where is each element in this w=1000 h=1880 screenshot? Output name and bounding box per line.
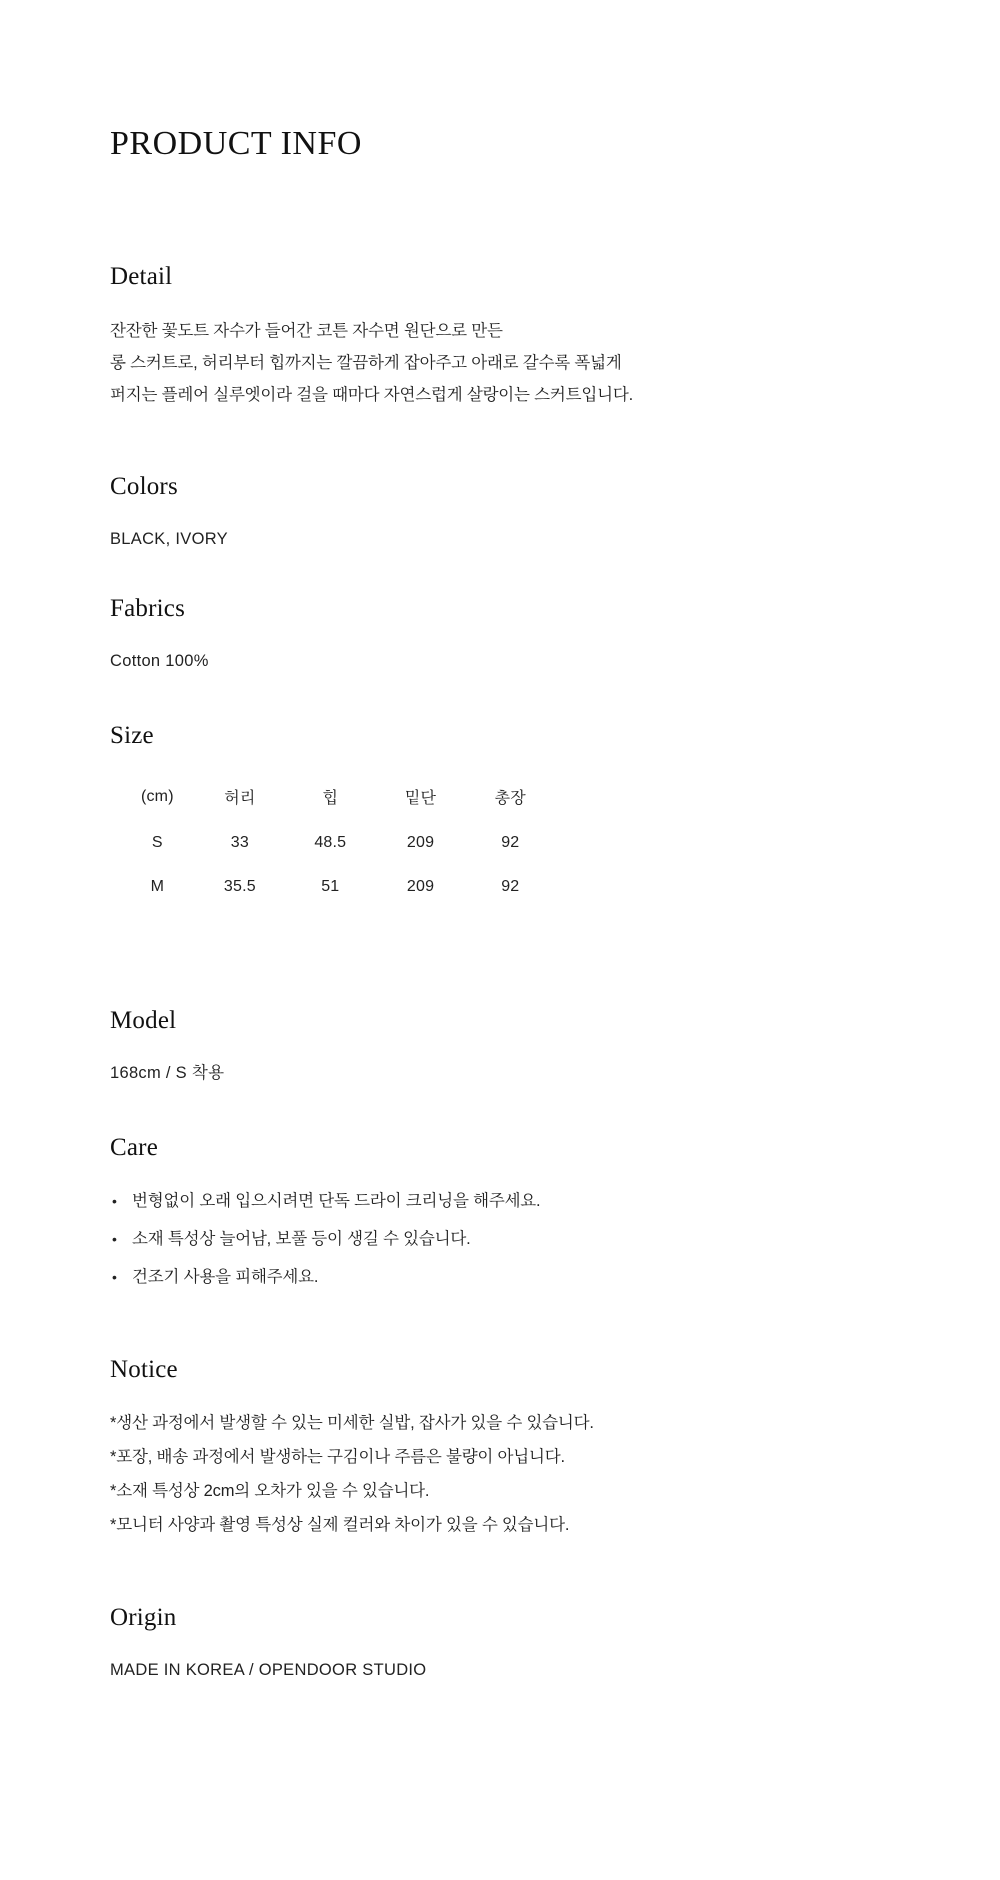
size-cell-waist: 33 [230,834,249,851]
bullet-icon: • [112,1231,117,1247]
size-cell-hip: 51 [321,878,340,895]
bullet-icon: • [112,1193,117,1209]
size-cell-length: 92 [501,834,520,851]
size-cell-hem: 209 [406,878,435,895]
size-cell-hip: 48.5 [314,834,347,851]
list-item [110,1220,890,1258]
size-table-wrapper [110,772,890,909]
section-size [110,722,890,909]
care-item-text: 소재 특성상 늘어남, 보풀 등이 생길 수 있습니다. [132,1230,471,1248]
list-item [110,1182,890,1220]
detail-description [110,315,890,411]
size-cell-length: 92 [501,878,520,895]
section-origin [110,1604,890,1686]
size-table [120,772,555,909]
size-col-unit: (cm) [140,787,174,805]
table-header-row [120,772,555,821]
section-heading-detail: Detail [110,263,173,290]
size-col-hip: 힙 [322,790,339,807]
section-fabrics [110,595,890,677]
section-heading-size: Size [110,722,154,749]
notice-line: *모니터 사양과 촬영 특성상 실제 컬러와 차이가 있을 수 있습니다. [110,1516,570,1534]
detail-line: 잔잔한 꽃도트 자수가 들어간 코튼 자수면 원단으로 만든 [110,322,503,340]
size-col-hem: 밑단 [404,790,437,807]
size-table-body [120,821,555,909]
detail-line: 퍼지는 플레어 실루엣이라 걸을 때마다 자연스럽게 살랑이는 스커트입니다. [110,386,633,404]
page-title: PRODUCT INFO [110,125,362,162]
size-table-head [120,772,555,821]
care-item-text: 번형없이 오래 입으시려면 단독 드라이 크리닝을 해주세요. [132,1192,541,1210]
size-col-length: 총장 [494,790,526,807]
notice-line: *포장, 배송 과정에서 발생하는 구김이나 주름은 불량이 아닙니다. [110,1448,565,1466]
size-cell-label: S [151,834,163,851]
size-cell-hem: 209 [406,834,435,851]
section-colors [110,473,890,555]
section-heading-model: Model [110,1007,177,1034]
section-detail [110,263,890,411]
detail-line: 롱 스커트로, 허리부터 힙까지는 깔끔하게 잡아주고 아래로 갈수록 폭넓게 [110,354,622,372]
section-notice [110,1356,890,1542]
section-care [110,1134,890,1296]
notice-line: *생산 과정에서 발생할 수 있는 미세한 실밥, 잡사가 있을 수 있습니다. [110,1414,594,1432]
size-col-waist: 허리 [224,790,256,807]
table-row [120,865,555,909]
section-model [110,1007,890,1089]
section-heading-origin: Origin [110,1604,177,1631]
section-heading-fabrics: Fabrics [110,595,185,622]
bullet-icon: • [112,1269,117,1285]
section-heading-colors: Colors [110,473,178,500]
colors-value: BLACK, IVORY [110,530,228,548]
care-item-text: 건조기 사용을 피해주세요. [132,1268,319,1286]
notice-line: *소재 특성상 2cm의 오차가 있을 수 있습니다. [110,1482,430,1500]
size-cell-waist: 35.5 [223,878,256,895]
table-row [120,821,555,865]
section-heading-care: Care [110,1134,158,1161]
size-cell-label: M [150,878,165,895]
section-heading-notice: Notice [110,1356,178,1383]
model-value: 168cm / S 착용 [110,1064,225,1082]
fabrics-value: Cotton 100% [110,652,209,670]
care-list [110,1182,890,1296]
origin-value: MADE IN KOREA / OPENDOOR STUDIO [110,1661,427,1679]
list-item [110,1258,890,1296]
notice-body [110,1406,890,1542]
